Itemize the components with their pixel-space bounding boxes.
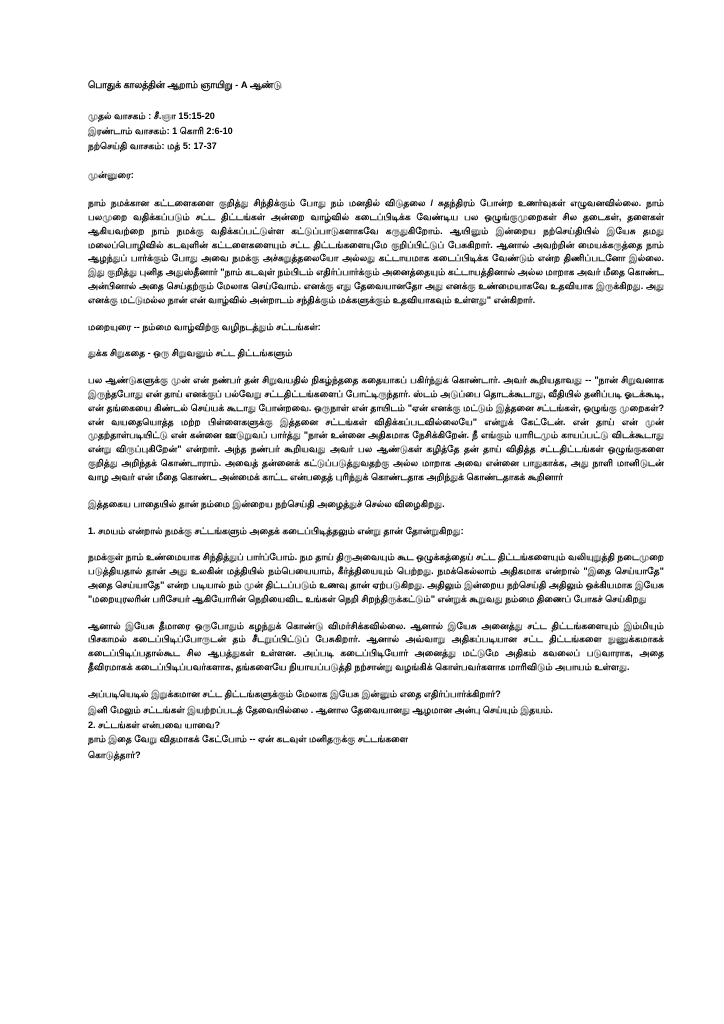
intro-label: முன்னுரை: bbox=[88, 170, 134, 181]
story-subheading: துக்க சிறுகதை - ஒரு சிறுவனும் சட்ட திட்டங்களும் bbox=[88, 348, 293, 359]
reading-second: இரண்டாம் வாசகம்: 1 கொரி 2:6-10 bbox=[88, 125, 233, 136]
story-paragraph: பல ஆண்டுகளுக்கு முன் என் நண்பர் தன் சிறுவயதில் நிகழ்ந்ததை கதையாகப் பகிர்ந்துக் கொண்டார். அவர் கூறியதாவது -- "நான் சிறுவனாக இருந்தபோது என் தாய் எனக்குப் பல்வேறு சட்டதிட்டங்களைப் போட்டிருந்தார். ஸ்டம் அடுப்பை தொடக்கூடாது, வீதியில் தனிப்படி ஓடக்கூடி, என் தங்கையை கிண்டல் செய்யக் கூடாது போன்றவை. ஒருநாள் என் தாயிடம் "ஏன் எனக்கு மட்டும் இத்தனை சட்டங்கள், ஒழுங்கு முறைகள்? என் வயதையொத்த மற்ற பிள்ளைகளுக்கு இத்தனை சட்டங்கள் விதிக்கப்படவில்லையே" என்றுக் கேட்டேன். என் தாய் என் முன் முதற்தாள்படியிட்டு என் கன்னை ஊடுறுவப் பார்த்து "நான் உன்னை அதிகமாக நேசிக்கிறேன். நீ எங்கும் யாரிடமும் காயப்பட்டு விடக்கூடாது என்று விருப்புகிறேன்" என்றார். அந்த நண்பர் கூறியவது அவர் பல ஆண்டுகள் கழித்தே தன் தாய் விதித்த சட்டதிட்டங்கள் ஒழுங்குகளை குறித்து அறிந்தக் கொண்டாராம். அவைத் தன்னைக் கட்டுப்படுத்துவதற்கு அல்ல மாறாக அவை என்னை பாதுகாக்க, அது நாளி மானிடுடன் வாழ அவர் என் மீதை கொண்ட அன்மைக் காட்ட என்பதைத் புரிந்துக் கொண்டதாக அறிந்துக் கொண்டதாகக் கூறினார் bbox=[88, 375, 664, 482]
page-title: பொதுக் காலத்தின் ஆறாம் ஞாயிறு - A ஆண்டு bbox=[88, 80, 282, 90]
homily-heading: மறையுரை -- நம்மை வாழ்விற்கு வழிநடத்தும் சட்டங்கள்: bbox=[88, 321, 321, 332]
point-2-line-2: கொடுத்தார்? bbox=[88, 750, 141, 761]
question-line-1: அப்படியெடில் இறுக்கமான சட்ட திட்டங்களுக்கும் மேலாக இயேசு இன்னும் எதை எதிர்ப்பார்க்கிறார்? bbox=[88, 688, 501, 699]
readings-list bbox=[88, 109, 664, 153]
bridge-paragraph: இத்தகைய பாதையில் தான் நம்மை இன்றைய நற்செய்தி அழைத்துச் செல்ல விழைகிறது. bbox=[88, 498, 445, 509]
reading-first: முதல் வாசகம் : சீ.ஞா 15:15-20 bbox=[88, 111, 215, 122]
point-1-heading: 1. சமயம் என்றால் நமக்கு சட்டங்களும் அதைக் கடைப்பிடித்தலும் என்று தான் தோன்றுகிறது: bbox=[88, 525, 464, 536]
intro-paragraph: நாம் நமக்கான கட்டளைகளை குறித்து சிந்திக்கும் போது நம் மனதில் விடுதலை / சுதந்திரம் போன்ற உணர்வுகள் எழுவனவில்லை. நாம் பலமுறை வதிக்கப்படும் சட்ட திட்டங்கள் அன்றை வாழ்வில் கடைப்பிடிக்க வேண்டிய பல ஒழுங்குமுறைகள் சில தடைகள், தளைகள் ஆகியவற்றை நாம் நமக்கு வதிக்கப்பட்டுள்ள கட்டுப்பாடுகளாகவே கருதுகிறோம். ஆயினும் இன்றைய நற்செய்தியில் இயேசு தமது மலைப்பொழிவில் கடவுளின் கட்டளைகளையும் சட்ட திட்டங்களையுமே குறிப்பிட்டுப் பேசுகிறார். ஆனால் அவற்றின் மையக்கருத்தை நாம் ஆழந்துப் பார்க்கும் போது அவை நமக்கு அச்சுறுத்தலையோ அல்லது கட்டாயமாக கடைப்பிடிக்க வேண்டும் என்ற திணிப்படனோ இல்லை. இது குறித்து புனித அதுஸ்தீனார் "நாம் கடவுள் நம்பிடம் எதிர்ப்பார்க்கும் அனைத்தையும் கட்டாயத்தினால் அல்ல மாறாக அவர் மீதை கொண்ட அன்பினால் அதை செய்தற்கும் மேலாக செய்வோம். எனக்கு எது தேவையானதோ அது எனக்கு உண்மையாகவே உதவியாக இருக்கிறது. அது எனக்கு மட்டுமல்ல நான் என் வாழ்வில் அன்றாடம் சந்திக்கும் மக்களுக்கும் உதவியாகவும் உள்ளது" என்கிறார். bbox=[88, 198, 664, 305]
point-2-line-1: நாம் இதை வேறு விதமாகக் கேட்போம் -- ஏன் கடவுள் மனிதருக்கு சட்டங்களை bbox=[88, 734, 408, 745]
question-line-2: இனி மேலும் சட்டங்கள் இயற்றப்படத் தேவையில்லை . ஆனால தேவையானது ஆழமான அன்பு செய்யும் இதயம். bbox=[88, 704, 553, 715]
document-body bbox=[88, 78, 664, 763]
point-2-heading: 2. சட்டங்கள் என்பவை யாவை? bbox=[88, 720, 221, 731]
point-1-paragraph-1: நமக்குள் நாம் உண்மையாக சிந்தித்துப் பார்ப்போம். நம தாய் திருஅவையும் கூட ஒழுக்கத்தைய் சட்ட திட்டங்களையும் வலியுறுத்தி நடைமுறை படுத்தியதால் தான் அது உலகின் மத்தியில் நம்பெயையாம், கீர்த்தியையும் பெற்றது. நமக்கெல்லாம் அதிகமாக என்றால் "இதை செய்யாதே" அதை செய்யாதே" என்ற படியால் நம் முன் திட்டப்படும் உணவு தான் ஏற்படுகிறது. அதிலும் இன்றைய நற்செய்தி அதிலும் ஒக்கியமாக இயேசு "மறையுரலரின் பரிசேயர் ஆகியோரின் நெறியைவிட உங்கள் நெறி சிறந்திருக்கட்டும்" என்றுக் கூறுவது நம்மை திணைப் போகச் செய்கிறது bbox=[88, 552, 664, 604]
point-1-paragraph-2: ஆனால் இயேசு தீமாரை ஒருபோதும் கழந்துக் கொண்டு விமர்சிக்கவில்லை. ஆனால் இயேசு அனைத்து சட்ட திட்டங்களையும் இம்மியும் பிசகாமல் கடைப்பிடிப்போருடன் தம் சீடறுப்பிட்டுப் பேசுகிறார். ஆனால் அவ்வாறு அதிகப்படியான சட்ட திட்டங்களை நுணுக்கமாகக் கடைப்பிடிப்பதால்கூட சில ஆபத்துகள் உள்ளன. அப்படி கடைப்பிடியோர் அனைத்து மட்டுமே அதிகம் கவலைப் படுவாராக, அதை தீவிரமாகக் கடைப்பிடிப்பவர்களாக, தங்களையே நியாயப்படுத்தி நற்சான்று வழங்கிக் கொள்பவர்களாக மாரிவிடும் அபாயம் உள்ளது. bbox=[88, 620, 664, 673]
reading-gospel: நற்செய்தி வாசகம்: மத் 5: 17-37 bbox=[88, 140, 217, 151]
